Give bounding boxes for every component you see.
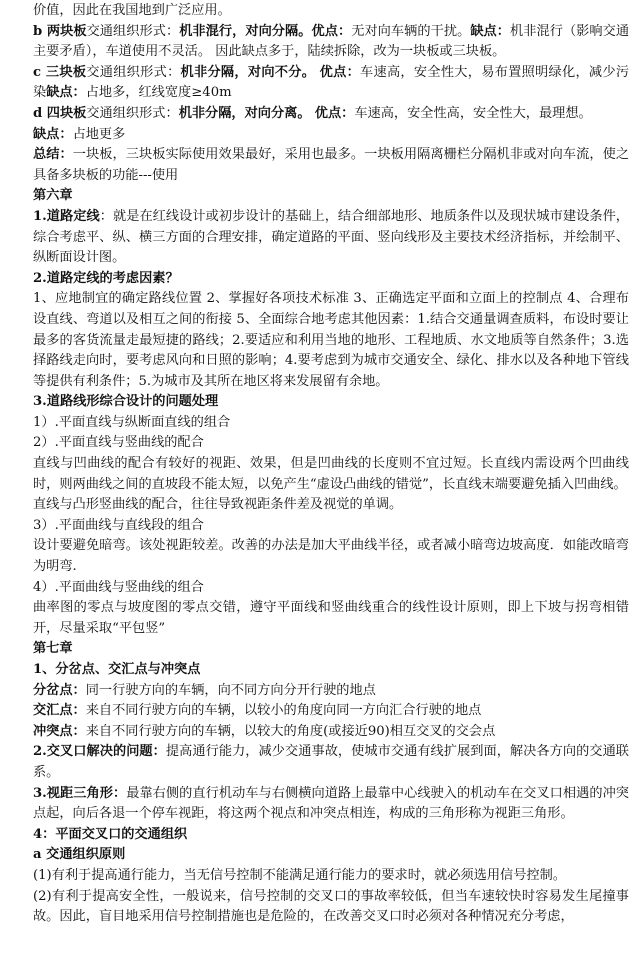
paragraph xyxy=(33,104,629,125)
text-run: 车速高，安全性大，易布置照明绿化，减少污染 xyxy=(33,64,630,101)
text-run: 交通组织形式： xyxy=(86,23,180,39)
bold-text-run: 优点： xyxy=(319,64,361,80)
text-run: 来自不同行驶方向的车辆，以较小的角度向同一方向汇合行驶的地点 xyxy=(85,703,482,719)
paragraph xyxy=(33,145,629,186)
paragraph xyxy=(33,516,629,537)
paragraph xyxy=(33,722,629,743)
text-run: (2)有利于提高安全性，一般说来，信号控制的交叉口的事故率较低，但当车速较快时容易发生尾撞事故。因此，盲目地采用信号控制措施也是危险的，在改善交叉口时必须对各种情况充分考虑， xyxy=(33,888,629,925)
text-run: 占地更多 xyxy=(72,126,126,142)
bold-text-run: 缺点： xyxy=(470,23,511,39)
bold-text-run: 机非分隔，对向不分。 xyxy=(180,64,316,80)
bold-text-run: 分岔点： xyxy=(33,682,86,698)
text-run: 同一行驶方向的车辆，向不同方向分开行驶的地点 xyxy=(85,682,376,698)
section-heading xyxy=(33,845,629,866)
paragraph xyxy=(33,742,629,783)
bold-text-run: 2.道路定线的考虑因素？ xyxy=(33,270,179,286)
text-run: 占地多，红线宽度≥40m xyxy=(85,85,232,101)
bold-text-run: 交汇点： xyxy=(33,703,86,719)
text-run: 曲率图的零点与坡度图的零点交错，遵守平面线和竖曲线重合的线性设计原则，即上下坡与拐弯相错开，尽量采取“平包竖” xyxy=(33,600,629,636)
bold-text-run: 优点： xyxy=(314,105,355,121)
paragraph xyxy=(33,887,629,928)
paragraph xyxy=(33,598,629,639)
bold-text-run: 总结： xyxy=(33,147,73,163)
text-run: 2）.平面直线与竖曲线的配合 xyxy=(33,435,204,451)
section-heading xyxy=(33,639,629,660)
paragraph xyxy=(33,63,629,104)
paragraph xyxy=(33,495,629,516)
paragraph xyxy=(33,866,629,887)
bold-text-run: 3.道路线形综合设计的问题处理 xyxy=(33,394,219,410)
text-run: 1、应地制宜的确定路线位置 2、掌握好各项技术标准 3、正确选定平面和立面上的控制点 4、合理布设直线、弯道以及相互之间的衔接 5、全面综合地考虑其他因素：1.结合交通量调查质料，布设时要让最多的客货流量走最短捷的路线；2.要适应和利用当地的地形、工程地质、水文地质等自然条件；3.选择路线走向时，要考虑风向和日照的影响；4.要考虑到为城市交通安全、绿化、排水以及各种地下管线等提供有利条件；5.为城市及其所在地区将来发展留有余地。 xyxy=(33,291,629,389)
text-run: 来自不同行驶方向的车辆，以较大的角度(或接近90)相互交叉的交会点 xyxy=(85,723,496,739)
bold-text-run: c 三块板 xyxy=(33,64,87,80)
bold-text-run: 1、分岔点、交汇点与冲突点 xyxy=(33,662,201,677)
bold-text-run: b 两块板 xyxy=(33,23,87,39)
text-run: 直线与凹曲线的配合有较好的视距、效果，但是凹曲线的长度则不宜过短。长直线内需设两个凹曲线时，则两曲线之间的直坡段不能太短，以免产生“虚设凸曲线的错觉”，长直线末端要避免插入凹曲线。 xyxy=(33,456,629,492)
paragraph xyxy=(33,1,629,22)
paragraph xyxy=(33,433,629,454)
bold-text-run: 2.交叉口解决的问题： xyxy=(33,744,166,760)
text-run: 一块板，三块板实际使用效果最好，采用也最多。一块板用隔离栅栏分隔机非或对向车流，使之具备多块板的功能---使用 xyxy=(33,147,630,183)
paragraph xyxy=(33,701,629,722)
text-run: 提高通行能力，减少交通事故，使城市交通有线扩展到面，解决各方向的交通联系。 xyxy=(33,744,629,780)
bold-text-run: 冲突点： xyxy=(33,723,86,739)
bold-text-run: 4：平面交叉口的交通组织 xyxy=(33,826,188,842)
text-run: 4）.平面曲线与竖曲线的组合 xyxy=(33,579,204,595)
paragraph xyxy=(33,207,629,269)
paragraph xyxy=(33,413,629,434)
paragraph xyxy=(33,578,629,599)
text-run: (1)有利于提高通行能力，当无信号控制不能满足通行能力的要求时，就必须选用信号控制。 xyxy=(33,867,566,883)
bold-text-run: 缺点： xyxy=(33,126,73,142)
text-run: ：就是在红线设计或初步设计的基础上，结合细部地形、地质条件以及现状城市建设条件，综合考虑平、纵、横三方面的合理安排，确定道路的平面、竖向线形及主要技术经济指标，并绘制平、纵断面设计图。 xyxy=(33,208,629,266)
paragraph xyxy=(33,681,629,702)
section-heading xyxy=(33,186,629,207)
bold-text-run: 机非混行，对向分隔。 xyxy=(179,23,312,39)
bold-text-run: 机非分隔，对向分离。 xyxy=(178,105,311,121)
bold-text-run: 3.视距三角形： xyxy=(33,785,127,801)
section-heading xyxy=(33,660,629,681)
text-run: 价值，因此在我国地到广泛应用。 xyxy=(33,3,231,18)
bold-text-run: 优点： xyxy=(311,23,352,39)
paragraph xyxy=(33,125,629,146)
text-run: 直线与凸形竖曲线的配合，往往导致视距条件差及视觉的单调。 xyxy=(33,497,403,513)
text-run: 无对向车辆的干扰。 xyxy=(351,23,471,39)
section-heading xyxy=(33,269,629,290)
text-run: 机非混行（影响交通主要矛盾），车道使用不灵活。 因此缺点多于，陆续拆除，改为一块板或三块板。 xyxy=(33,23,630,60)
section-heading xyxy=(33,392,629,413)
bold-text-run: 缺点： xyxy=(46,85,86,101)
paragraph xyxy=(33,784,629,825)
paragraph xyxy=(33,536,629,577)
bold-text-run: 第六章 xyxy=(33,188,73,204)
text-run: 交通组织形式： xyxy=(86,64,181,80)
section-heading xyxy=(33,825,629,846)
bold-text-run: 1.道路定线 xyxy=(33,208,100,224)
text-run: 设计要避免暗弯。该处视距较差。改善的办法是加大平曲线半径，或者减小暗弯边坡高度．如能改暗弯为明弯. xyxy=(33,538,629,575)
bold-text-run: a 交通组织原则 xyxy=(33,847,126,863)
bold-text-run: d 四块板 xyxy=(33,105,87,121)
text-run: 车速高，安全性高，安全性大，最理想。 xyxy=(354,105,592,121)
text-run: 最靠右侧的直行机动车与右侧横向道路上最靠中心线驶入的机动车在交叉口相遇的冲突点起，向后各退一个停车视距，将这两个视点和冲突点相连，构成的三角形称为视距三角形。 xyxy=(33,785,629,822)
paragraph xyxy=(33,289,629,392)
text-run: 1）.平面直线与纵断面直线的组合 xyxy=(33,414,231,430)
text-run: 3）.平面曲线与直线段的组合 xyxy=(33,517,204,533)
text-run: 交通组织形式： xyxy=(86,105,179,121)
paragraph xyxy=(33,22,629,63)
bold-text-run: 第七章 xyxy=(33,641,73,657)
paragraph xyxy=(33,454,629,495)
